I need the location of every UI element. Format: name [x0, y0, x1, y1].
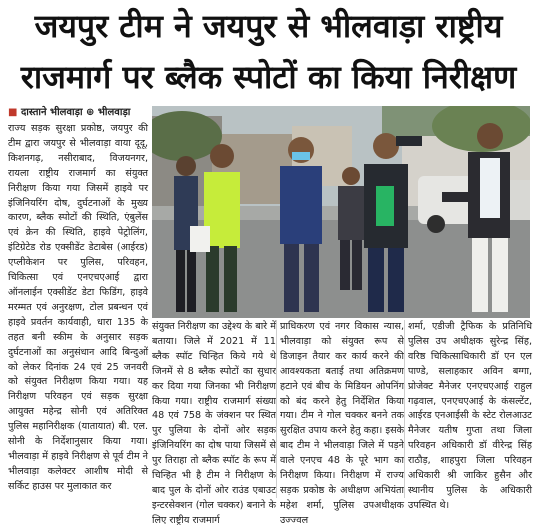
dateline-city: भीलवाड़ा — [97, 107, 131, 118]
photo-scene — [152, 106, 530, 318]
headline-line-2: राजमार्ग पर ब्लैक स्पोटों का किया निरीक्षण — [20, 58, 517, 96]
article-column-4: शर्मा, एडीजी ट्रैफिक के प्रतिनिधि पुलिस उप अधीक्षक सुरेन्द्र सिंह, वरिष्ठ चिकित्साधिकारी डॉ एन एल पाण्डे, सलाहकार अविन बग्गा, प्रोजेक्ट मैनेजर एनएचएआई राहुल गढ़वाल, एनएचएआई के कंसल्टेंट, आईरड एनआईसी के स्टेट रोलआउट मैनेजर यतीष गुप्ता तथा जिला परिवहन अधिकारी डॉ वीरेन्द्र सिंह राठौड़, शाहपुरा जिला परिवहन अधिकारी श्री जाकिर हुसैन और स्थानीय पुलिस के अधिकारी उपस्थित थे। — [408, 321, 532, 511]
square-bullet-icon: ■ — [8, 107, 18, 118]
article-left-column: राज्य सड़क सुरक्षा प्रकोष्ठ, जयपुर की टीम द्वारा जयपुर से भीलवाड़ा वाया दूदू, किशनगढ़, नसीराबाद, विजयनगर, रायला राष्ट्रीय राजमार्ग का संयुक्त निरीक्षण किया गया जिसमें हाइवे पर इंजिनियरिंग दोष, दुर्घटनाओं के मुख्य कारण, ब्लैक स्पोटों की स्थिति, एंबुलेंस एवं क्रेन की स्थिति, हाइवे पेट्रोलिंग, इंटिग्रेटेड रोड एक्सीडेंट डेटाबेस (आईरड) एप्लीकेशन पर पुलिस, परिवहन, चिकित्सा एवं एनएचएआई द्वारा ऑनलाईन एक्सीडेंट डेटा फिडिंग, हाइवे मरम्मत एवं अनुरक्षण, टोल प्रबन्धन एवं हाइवे प्रवर्तन कार्यवाही, धारा 135 के तहत बनी स्कीम के अनुसार सड़क दुर्घटनाओं का अनुसंधान आदि बिन्दुओं को लेकर दिनांक 24 एवं 25 जनवरी को संयुक्त निरीक्षण किया गया। यह निरीक्षण परिवहन एवं सड़क सुरक्षा आयुक्त महेन्द्र सोनी एवं अतिरिक्त पुलिस महानिरीक्षक (यातायात) बी. एल. सोनी के निर्देशानुसार किया गया। भीलवाड़ा में हाइवे निरीक्षण से पूर्व टीम ने भीलवाड़ा कलेक्टर आशीष मोदी से सर्किट हाउस पर मुलाकात कर — [8, 123, 148, 492]
article-column-2: संयुक्त निरीक्षण का उद्देश्य के बारे में बताया। जिले में 2021 में 11 ब्लैक स्पॉट चिन्हित किये गये थे जिनमें से 8 ब्लैक स्पोटों का सुधार कर दिया गया जिनका भी निरीक्षण किया गया। राष्ट्रीय राजमार्ग संख्या 48 एवं 758 के जंक्शन पर स्थित पुर पुलिया के दोनों ओर सड़क इंजिनियरिंग का दोष पाया जिसमें से पुर तिराहा तो ब्लैक स्पॉट के रूप में चिन्हित भी है टीम ने निरीक्षण के बाद पुल के दोनों ओर राउंड एबाउट इन्टरसेक्शन (गोल चक्कर) बनाने के लिए राष्ट्रीय राजमार्ग — [152, 321, 276, 526]
column-divider — [404, 320, 405, 498]
headline-line-1: जयपुर टीम ने जयपुर से भीलवाड़ा राष्ट्रीय — [34, 7, 503, 45]
dateline — [8, 106, 130, 120]
column-divider — [276, 320, 277, 498]
headline — [0, 0, 537, 104]
article-photo — [152, 106, 530, 318]
article-column-3: प्राधिकरण एवं नगर विकास न्यास, भीलवाड़ा को संयुक्त रूप से डिजाइन तैयार कर कार्य करने की आवश्यकता बताई तथा अतिक्रमण हटाने एवं बीच के मिडियन ओपनिंग को बंद करने हेतु निर्देशित किया गया। टीम ने गोल चक्कर बनने तक सुरक्षित उपाय करने हेतु कहा। इसके बाद टीम ने भीलवाड़ा जिले में पड़ने वाले एनएच 48 के पूरे भाग का निरीक्षण किया। निरीक्षण में राज्य सड़क प्रकोष्ठ के अधीक्षण अभियंता महेश शर्मा, पुलिस उपअधीक्षक उज्ज्वल — [280, 321, 404, 526]
dateline-source: दास्ताने भीलवाड़ा — [20, 107, 83, 118]
location-pin-icon: ⊕ — [86, 107, 95, 118]
